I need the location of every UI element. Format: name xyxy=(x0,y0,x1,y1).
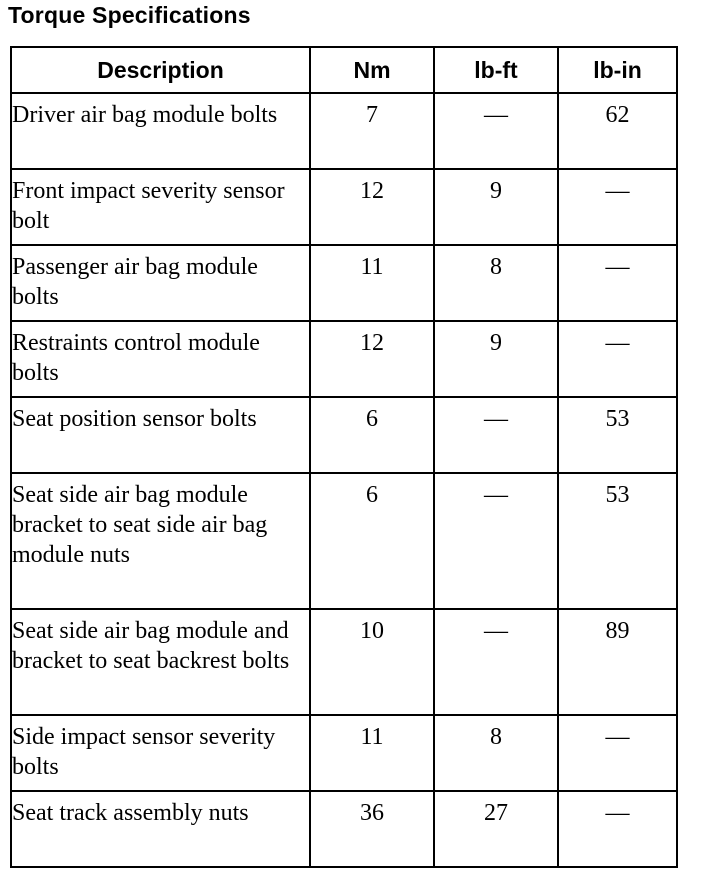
cell-lb-ft: 27 xyxy=(434,791,558,867)
cell-lb-in: 53 xyxy=(558,397,677,473)
table-row xyxy=(11,609,677,715)
cell-nm: 12 xyxy=(310,169,434,245)
cell-lb-ft: 8 xyxy=(434,715,558,791)
cell-description: Driver air bag module bolts xyxy=(11,93,310,169)
cell-description: Side impact sensor severity bolts xyxy=(11,715,310,791)
cell-lb-ft: — xyxy=(434,93,558,169)
torque-spec-table xyxy=(10,46,678,868)
cell-nm: 6 xyxy=(310,397,434,473)
table-row xyxy=(11,169,677,245)
header-description: Description xyxy=(11,47,310,93)
table-row xyxy=(11,473,677,609)
table-row xyxy=(11,93,677,169)
cell-nm: 36 xyxy=(310,791,434,867)
table-row xyxy=(11,245,677,321)
table-header-row xyxy=(11,47,677,93)
cell-lb-ft: — xyxy=(434,609,558,715)
cell-lb-ft: 9 xyxy=(434,321,558,397)
cell-lb-ft: 9 xyxy=(434,169,558,245)
cell-lb-ft: — xyxy=(434,473,558,609)
header-lb-ft: lb-ft xyxy=(434,47,558,93)
cell-lb-in: — xyxy=(558,321,677,397)
cell-lb-in: 89 xyxy=(558,609,677,715)
cell-description: Seat track assembly nuts xyxy=(11,791,310,867)
table-row xyxy=(11,321,677,397)
cell-nm: 12 xyxy=(310,321,434,397)
table-row xyxy=(11,715,677,791)
cell-lb-in: 62 xyxy=(558,93,677,169)
cell-lb-in: — xyxy=(558,791,677,867)
cell-description: Front impact severity sensor bolt xyxy=(11,169,310,245)
cell-lb-ft: — xyxy=(434,397,558,473)
cell-lb-in: — xyxy=(558,245,677,321)
cell-lb-in: — xyxy=(558,715,677,791)
cell-description: Restraints control module bolts xyxy=(11,321,310,397)
cell-lb-ft: 8 xyxy=(434,245,558,321)
page-title: Torque Specifications xyxy=(8,2,251,28)
cell-lb-in: 53 xyxy=(558,473,677,609)
cell-description: Seat position sensor bolts xyxy=(11,397,310,473)
cell-nm: 10 xyxy=(310,609,434,715)
cell-description: Passenger air bag module bolts xyxy=(11,245,310,321)
table-row xyxy=(11,397,677,473)
cell-description: Seat side air bag module bracket to seat side air bag module nuts xyxy=(11,473,310,609)
table-row xyxy=(11,791,677,867)
cell-nm: 6 xyxy=(310,473,434,609)
cell-description: Seat side air bag module and bracket to seat backrest bolts xyxy=(11,609,310,715)
cell-nm: 11 xyxy=(310,715,434,791)
cell-nm: 7 xyxy=(310,93,434,169)
cell-lb-in: — xyxy=(558,169,677,245)
header-nm: Nm xyxy=(310,47,434,93)
cell-nm: 11 xyxy=(310,245,434,321)
header-lb-in: lb-in xyxy=(558,47,677,93)
